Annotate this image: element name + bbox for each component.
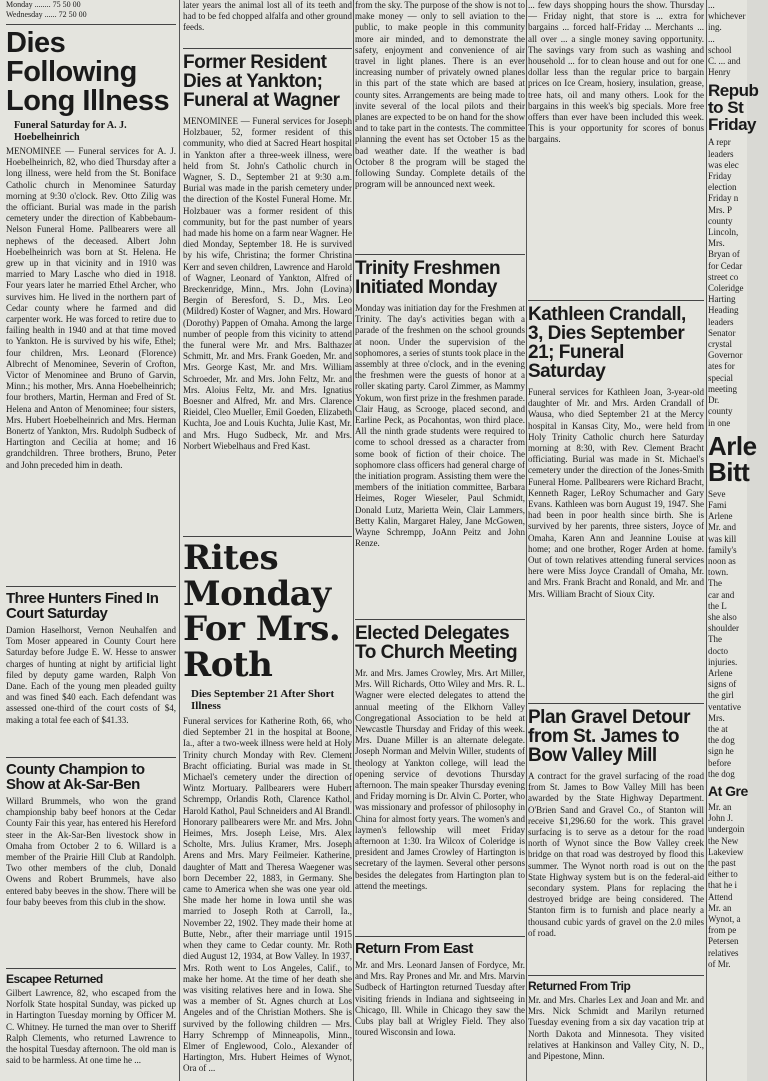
text-fragment: Seve [708, 488, 726, 499]
text-fragment: Coleridge [708, 283, 744, 294]
divider [6, 968, 176, 969]
headline-arle: Arle Bitt [708, 430, 757, 487]
headline-former-resident: Former Resident Dies at Yankton; Funeral at Wagner [183, 52, 340, 111]
text-fragment: the L [708, 600, 727, 611]
text-fragment: Senator [708, 327, 736, 338]
fragment-block [708, 489, 747, 780]
headline-rites-monday: Rites Monday For Mrs. Roth [183, 538, 341, 686]
text-fragment: Mr. an [708, 902, 732, 913]
text-fragment: was kill [708, 533, 737, 544]
text-fragment: The [708, 578, 722, 589]
deck-funeral-saturday: Funeral Saturday for A. J. Hoebelheinrich [14, 120, 127, 143]
divider [528, 703, 704, 704]
article-ak-sar-ben: Willard Brummels, who won the grand championship baby beef honors at the Cedar County Fair this year, has entered his Hereford steer in the Ak-Sar-Ben livestock show in Omaha from October 2 to 6. Willard is a member of the Prairie Hill Club at Randolph. Two other members of the club, Donald Owens and Robert Brummels, have also entered baby beeves in the show. There will be four baby beeves from this club in the show. [6, 796, 176, 907]
text-fragment: Arlene [708, 667, 733, 678]
text-fragment: Governor [708, 350, 743, 361]
text-fragment: leaders [708, 148, 734, 159]
text-fragment: signs of [708, 679, 737, 690]
weather-line: Wednesday ...... 72 50 00 [6, 10, 87, 19]
text-fragment: Lincoln, [708, 227, 739, 238]
text-fragment: Arlene [708, 511, 733, 522]
text-fragment: in one [708, 417, 731, 428]
text-fragment: Attend [708, 891, 733, 902]
article-returned-trip: Mr. and Mrs. Charles Lex and Joan and Mr. and Mrs. Nick Schmidt and Marilyn returned Tuesday evening from a six day vacation trip at North Dakota and Minnesota. They visited relatives at Hankinson and Valley City, N. D., and Pipestone, Minn. [528, 995, 704, 1062]
column-rule [706, 0, 707, 1081]
fragment-block [708, 137, 747, 428]
article-escapee: Gilbert Lawrence, 82, who escaped from the Norfolk State hospital Sunday, was picked up in Hartington Tuesday morning by Officer M. C. Whitney. He turned the man over to Sheriff Ralph Clements, who returned Lawrence to the hospital Tuesday afternoon. The old man is said to be harmless. At one time he ... [6, 988, 176, 1066]
text-fragment: Lakeview [708, 846, 744, 857]
headline-three-hunters: Three Hunters Fined In Court Saturday [6, 590, 159, 622]
article-bargain-days: ... few days shopping hours the show. Thursday — Friday night, that store is ... extra for bargains ... forced half-Friday ... Merchants ... all over ... a single money saving opportunity. The savings vary from such as washing and household ... for to clean house and out for one dollar less than the regular price to bargain prices on Ice Cream, hosiery, insulation, grease, tree hats, oil and many others. Look for the bargains in this week's big specials. More free offers than ever have been included this week. This is your opportunity for scores of bonus bargains. [528, 0, 704, 145]
text-fragment: car and [708, 589, 735, 600]
text-fragment: the at [708, 723, 728, 734]
text-fragment: from pe [708, 925, 737, 936]
text-fragment: undergoin [708, 824, 745, 835]
text-fragment: sign he [708, 746, 734, 757]
text-fragment: Friday [708, 171, 732, 182]
fragment-block [708, 0, 747, 78]
headline-escapee: Escapee Returned [6, 972, 103, 986]
text-fragment: ... [708, 0, 715, 10]
column-2 [183, 0, 352, 1075]
text-fragment: that he i [708, 880, 737, 891]
text-fragment: C. ... and [708, 56, 741, 67]
divider [355, 936, 525, 937]
text-fragment: ... [708, 33, 715, 44]
headline-elected-delegates: Elected Delegates To Church Meeting [355, 623, 518, 663]
divider [528, 975, 704, 976]
article-crandall: Funeral services for Kathleen Joan, 3-year-old daughter of Mr. and Mrs. Arden Crandall of Wausa, who died September 21 at the Mercy hospital in Kansas City, Mo., were held from Holy Trinity Catholic church here Saturday morning at 8:30, with Rev. Clement Bracht officiating. Burial was made in St. Michael's cemetery under the direction of the Jones-Smith Funeral Home. Pallbearers were Richard Bracht, Kenneth Rager, LeRoy Schumacher and Gary Evans. Kathleen was born August 19, 1947. She had been in poor health since birth. She is survived by her parents, three sisters, Joyce of Omaha, Karen Ann and Jeannine Louise at home; and one brother, Roger Arden at home. Out of town relatives attending funeral services here were Miss Joyce Crandall of Omaha, Mr. and Mrs. Frank Bracht and Ronald, and Mr. and Mrs. William Bracht of Sioux City. [528, 387, 704, 599]
headline-kathleen-crandall: Kathleen Crandall, 3, Dies September 21; Funeral Saturday [528, 304, 686, 382]
text-fragment: Petersen [708, 936, 739, 947]
text-fragment: the dog [708, 768, 735, 779]
article-hunters-fined: Damion Haselhorst, Vernon Neuhalfen and Tom Moser appeared in County Court here Saturday before Judge E. W. Hesse to answer charges of hunting at night by artificial light filed by deputy game warden, Ralph Von Dane. Each of the young men pleaded guilty and was fined $40 each. Each defendant was assessed one-third of the court costs of $4, making a total fee each of $41.33. [6, 625, 176, 725]
text-fragment: street co [708, 271, 739, 282]
text-fragment: Dr. [708, 395, 720, 406]
article-delegates: Mr. and Mrs. James Crowley, Mrs. Art Miller, Mrs. Will Richards, Otto Wiley and Mrs. R. L. Wagner were elected delegates to attend the annual meeting of the Elkhorn Valley Congregational Association to be held at Newcastle Thursday and Friday of this week. Mrs. Duane Miller is an alternate delegate. Joseph Norman and Melvin Willer, students of theology at Yankton college, will lead the opening service of devotions Thursday afternoon. The main speaker Thursday evening and Friday morning is Dr. Alvin C. Porter, who was missionary and professor of philosophy in China for almost forty years. The women's and laymen's fellowship will meet Friday afternoon at 1:30. Ira Wilcox of Coleridge is president and James Crowley of Hartington is secretary of the laymen. Several other persons besides the delegates from Hartington plan to attend the meetings. [355, 668, 525, 891]
text-fragment: crystal [708, 339, 732, 350]
text-fragment: she also [708, 611, 737, 622]
text-fragment: of Mr. [708, 958, 731, 969]
text-fragment: Mrs. P [708, 204, 733, 215]
text-fragment: school [708, 44, 732, 55]
text-fragment: Bryan of [708, 249, 740, 260]
headline-county-champion: County Champion to Show at Ak-Sar-Ben [6, 761, 145, 793]
text-fragment: Wynot, a [708, 914, 741, 925]
weather-line: Monday ........ 75 50 00 [6, 0, 81, 9]
text-fragment: the dog [708, 735, 735, 746]
text-fragment: Fami [708, 499, 727, 510]
column-rule [179, 0, 180, 1081]
text-fragment: Mr. an [708, 801, 732, 812]
text-fragment: town. [708, 567, 729, 578]
text-fragment: either to [708, 869, 738, 880]
text-fragment: county [708, 215, 733, 226]
divider [183, 48, 352, 49]
text-fragment: leaders [708, 316, 734, 327]
headline-returned-trip: Returned From Trip [528, 979, 631, 993]
article-initiation: Monday was initiation day for the Freshmen at Trinity. The day's activities began with a parade of the freshmen on the school grounds at noon. Under the supervision of the sophomores, a series of stunts took place in the assembly at three o'clock, and in the evening the freshmen were the guests of honor at a roller skating party. Carol Zimmer, as Mammy Yokum, won first prize in the freshmen parade. Clair Haug, as Scrooge, placed second, and Earline Peck, as Pocahontas, won third place. All the ninth grade students were required to come to school dressed as a character from some book of fiction of their choice. The sophomore class officers had general charge of the initiation program. Assisting them were the members of the initiation committee, Barbara Heimes, Roger Wieseler, Paul Schmidt, Donald Lutz, Marietta Wein, Clair Lammers, Betty Kalin, Margaret Haley, Jane McGowen, Wayne Schrempp, JoAnn Peitz and John Renze. [355, 303, 525, 549]
headline-dies-following: Dies Following Long Illness [6, 27, 170, 117]
column-rule [353, 0, 354, 1081]
headline-repub: Repub to St Friday [708, 81, 759, 135]
column-3 [355, 0, 525, 1038]
column-4 [528, 0, 704, 1062]
text-fragment: Mrs. [708, 238, 725, 249]
text-fragment: the girl [708, 690, 734, 701]
article-return-east: Mr. and Mrs. Leonard Jansen of Fordyce, Mr. and Mrs. Ray Prones and Mr. and Mrs. Marvin Sudbeck of Hartington returned Tuesday after visiting friends in Indiana and sightseeing in Chicago, Ill. While in Chicago they saw the Cubs play ball at Wrigley Field. They also toured Wisconsin and Iowa. [355, 960, 525, 1038]
text-fragment: the past [708, 858, 736, 868]
article-roth: Funeral services for Katherine Roth, 66, who died September 21 in the hospital at Boone, Ia., after a two-week illness were held at Holy Trinity church Monday with Rev. Clement Bracht officiating. Burial was made in St. Michael's cemetery under the direction of Wintz Mortuary. Pallbearers were Hubert Schrempp, Orlandis Roth, Clarence Kathol, Harold Kathol, Paul Schneiders and Al Brandl. Honorary pallbearers were Mr. and Mrs. John Heimes, Mrs. Joseph Leise, Mrs. Alex Scholte, Mrs. Julius Kramer, Mrs. Joseph Arens and Mrs. Mary Feilmeier. Katherine, daughter of Matt and Theresa Waegener was born December 22, 1883, in Germany. She came to America when she was one year old. She made her home in Iowa until she was married to Joseph Roth at Carroll, Ia., November 22, 1902. They made their home at Butte, Nebr., after their marriage until 1915 when they came to Cedar county. Mr. Roth died August 12, 1934, at Bow Valley. In 1937, Mrs. Roth went to Los Angeles, Calif., to make her home. At the time of her death she was visiting relatives here and in Iowa. She was a member of St. Agnes church at Los Angeles and of the Christian Mothers. She is survived by the following children — Mrs. Harry Schrempp of Minneapolis, Minn., Elmer of Englewood, Colo., Alexander of Hartington, Mrs. Hubert Heimes of Wynot, Ora of ... [183, 716, 352, 1074]
text-fragment: A repr [708, 137, 731, 148]
text-fragment: Mrs. [708, 712, 725, 723]
column-5-cropped [708, 0, 759, 970]
divider [6, 757, 176, 758]
text-fragment: the New [708, 835, 739, 846]
divider [355, 254, 525, 255]
text-fragment: for Cedar [708, 260, 743, 271]
article-hoebelheinrich: MENOMINEE — Funeral services for A. J. Hoebelheinrich, 82, who died Thursday after a long illness, were held from the St. Boniface Catholic church in Menominee Saturday morning at 9:30 o'clock. Rev. Otto Zilig was the officiant. Burial was made in the parish cemetery under the direction of Kabbebaum-Nelson Funeral Home. Pallbearers were all nephews of the deceased. Albert John Hoebelheinrich was born at St. Helena. He grew up in that vicinity and in 1910 was married to Mary Lasche who died in 1918. Four years later he married Ethel Archer, who survives him. He lived in the northern part of Cedar county where he farmed and did carpenter work. He was forced to retire due to failing health in 1940 and at that time moved to Yankton. He is survived by his wife, Ethel; four children, Mrs. Leonard (Florence) Albrecht of Menominee, Severin of Crofton, Victor of Menominee and Bruno of Garvin, Minn.; his mother, Mrs. Anna Hoebelheinrich; four brothers, Martin, Herman and Fred of St. Helena and Anton of Menominee; four sisters, Mrs. Hubert Hoebelheinrich and Mrs. Herman Bonertz of Yankton, Mrs. Rudolph Sudbeck of Hartington and Cecilia at home; and 16 grandchildren. Three brothers, Bruno, Peter and John preceded him in death. [6, 146, 176, 470]
headline-trinity-freshmen: Trinity Freshmen Initiated Monday [355, 258, 501, 298]
text-fragment: meeting [708, 383, 737, 394]
divider [528, 300, 704, 301]
divider [183, 536, 352, 537]
text-fragment: relatives [708, 947, 739, 958]
headline-gravel-detour: Plan Gravel Detour from St. James to Bow Valley Mill [528, 707, 691, 766]
text-fragment: Henry [708, 67, 731, 78]
text-fragment: county [708, 406, 733, 417]
fragment-block [708, 802, 747, 970]
column-1 [6, 0, 176, 1066]
text-fragment: The [708, 634, 722, 645]
text-fragment: special [708, 372, 733, 383]
text-fragment: Mr. and [708, 522, 736, 533]
text-fragment: Harting [708, 294, 736, 305]
text-fragment: Friday n [708, 193, 739, 204]
divider [355, 619, 525, 620]
text-fragment: shoulder [708, 623, 739, 634]
headline-at-gre: At Gre [708, 782, 748, 799]
divider [6, 24, 176, 25]
text-fragment: docto [708, 645, 728, 656]
headline-return-from-east: Return From East [355, 940, 473, 957]
text-fragment: injuries. [708, 656, 738, 667]
deck-dies-september: Dies September 21 After Short Illness [191, 687, 335, 713]
continued-text: later years the animal lost all of its teeth and had to be fed chopped alfalfa and other ground feeds. [183, 0, 352, 33]
text-fragment: John J. [708, 813, 734, 824]
text-fragment: ventative [708, 701, 741, 712]
text-fragment: was elec [708, 159, 739, 170]
text-fragment: election [708, 182, 737, 193]
article-air-show: from the sky. The purpose of the show is not to make money — only to sell aviation to the public, to make people in this community more air minded, and to demonstrate the safety, enjoyment and convenience of air travel in light planes. There is an ever increasing number of privately owned planes in this part of the state which are based at county sites. Arrangements are being made to invite several of the local pilots and their planes are expected to be on hand for the show and to take part in the contests. The committee planning the event has set October 15 as the bad weather date. If the weather is bad October 8 the program will be staged the following Sunday. Complete details of the program will be announced next week. [355, 0, 525, 190]
text-fragment: whichever [708, 11, 746, 22]
text-fragment: ing. [708, 22, 722, 33]
text-fragment: noon as [708, 555, 736, 566]
text-fragment: ates for [708, 361, 735, 372]
article-gravel: A contract for the gravel surfacing of the road from St. James to Bow Valley Mill has been awarded by the State Highway Department. O'Brien Sand and Gravel Co., of Stanton will receive $1,296.60 for the work. This gravel surfacing is to serve as a detour for the road north of Wynot since the Bow Valley creek bridge on that road was destroyed by flood this summer. The Wynot north road is out on the State Highway system but is on the federal-aid secondary system. Plans for replacing the destroyed bridge are being considered. The Stanton firm is to furnish and place nearly a thousand cubic yards of gravel on the 2.0 miles of road. [528, 771, 704, 938]
article-holzbauer: MENOMINEE — Funeral services for Joseph Holzbauer, 52, former resident of this community, who died at Sacred Heart hospital in Yankton after a three-week illness, were held from St. John's Catholic church in Wagner, S. D., September 21 at 9:30 a.m. Burial was made in the parish cemetery under the direction of the Kostel Funeral Home. Mr. Holzbauer was a former resident of this community, but for the past number of years had made his home on a farm near Wagner. He died Monday, September 18. He is survived by his wife, Christina; the former Christina Kerr and seven children, Lawrence and Harold of Wagner, Leonard of Yankton, Alfred of Breckenridge, Minn., Mrs. John (Lovina) Bergin of Beresford, S. D., Mrs. Leo (Mildred) Koster of Wagner, and Mrs. Howard (Dorothy) Pappen of Omaha. Among the large number of people from this vicinity to attend the funeral were Mr. and Mrs. Balthazer Schmitt, Mr. and Mrs. Frank Goeden, Mr. and Mrs. George Kast, Mr. and Mrs. William Schroeder, Mr. and Mrs. John Feltz, Mr. and Mrs. Aloius Feltz, Mr. and Mrs. Ignatius Boesner and Alfred, Mr. and Mrs. Clarence Rieidel, Cleo Mueller, Emil Goeden, Elizabeth Kuchta, Joe and Louis Kuchta, Julie Kast, Mr. and Mrs. Hugo Sudbeck, Mr. and Mrs. Norbert Wiebelhaus and Fred Kast. [183, 116, 352, 451]
divider [6, 586, 176, 587]
column-rule [526, 0, 527, 1081]
text-fragment: Heading [708, 305, 739, 316]
text-fragment: before [708, 757, 731, 768]
text-fragment: family's [708, 544, 737, 555]
